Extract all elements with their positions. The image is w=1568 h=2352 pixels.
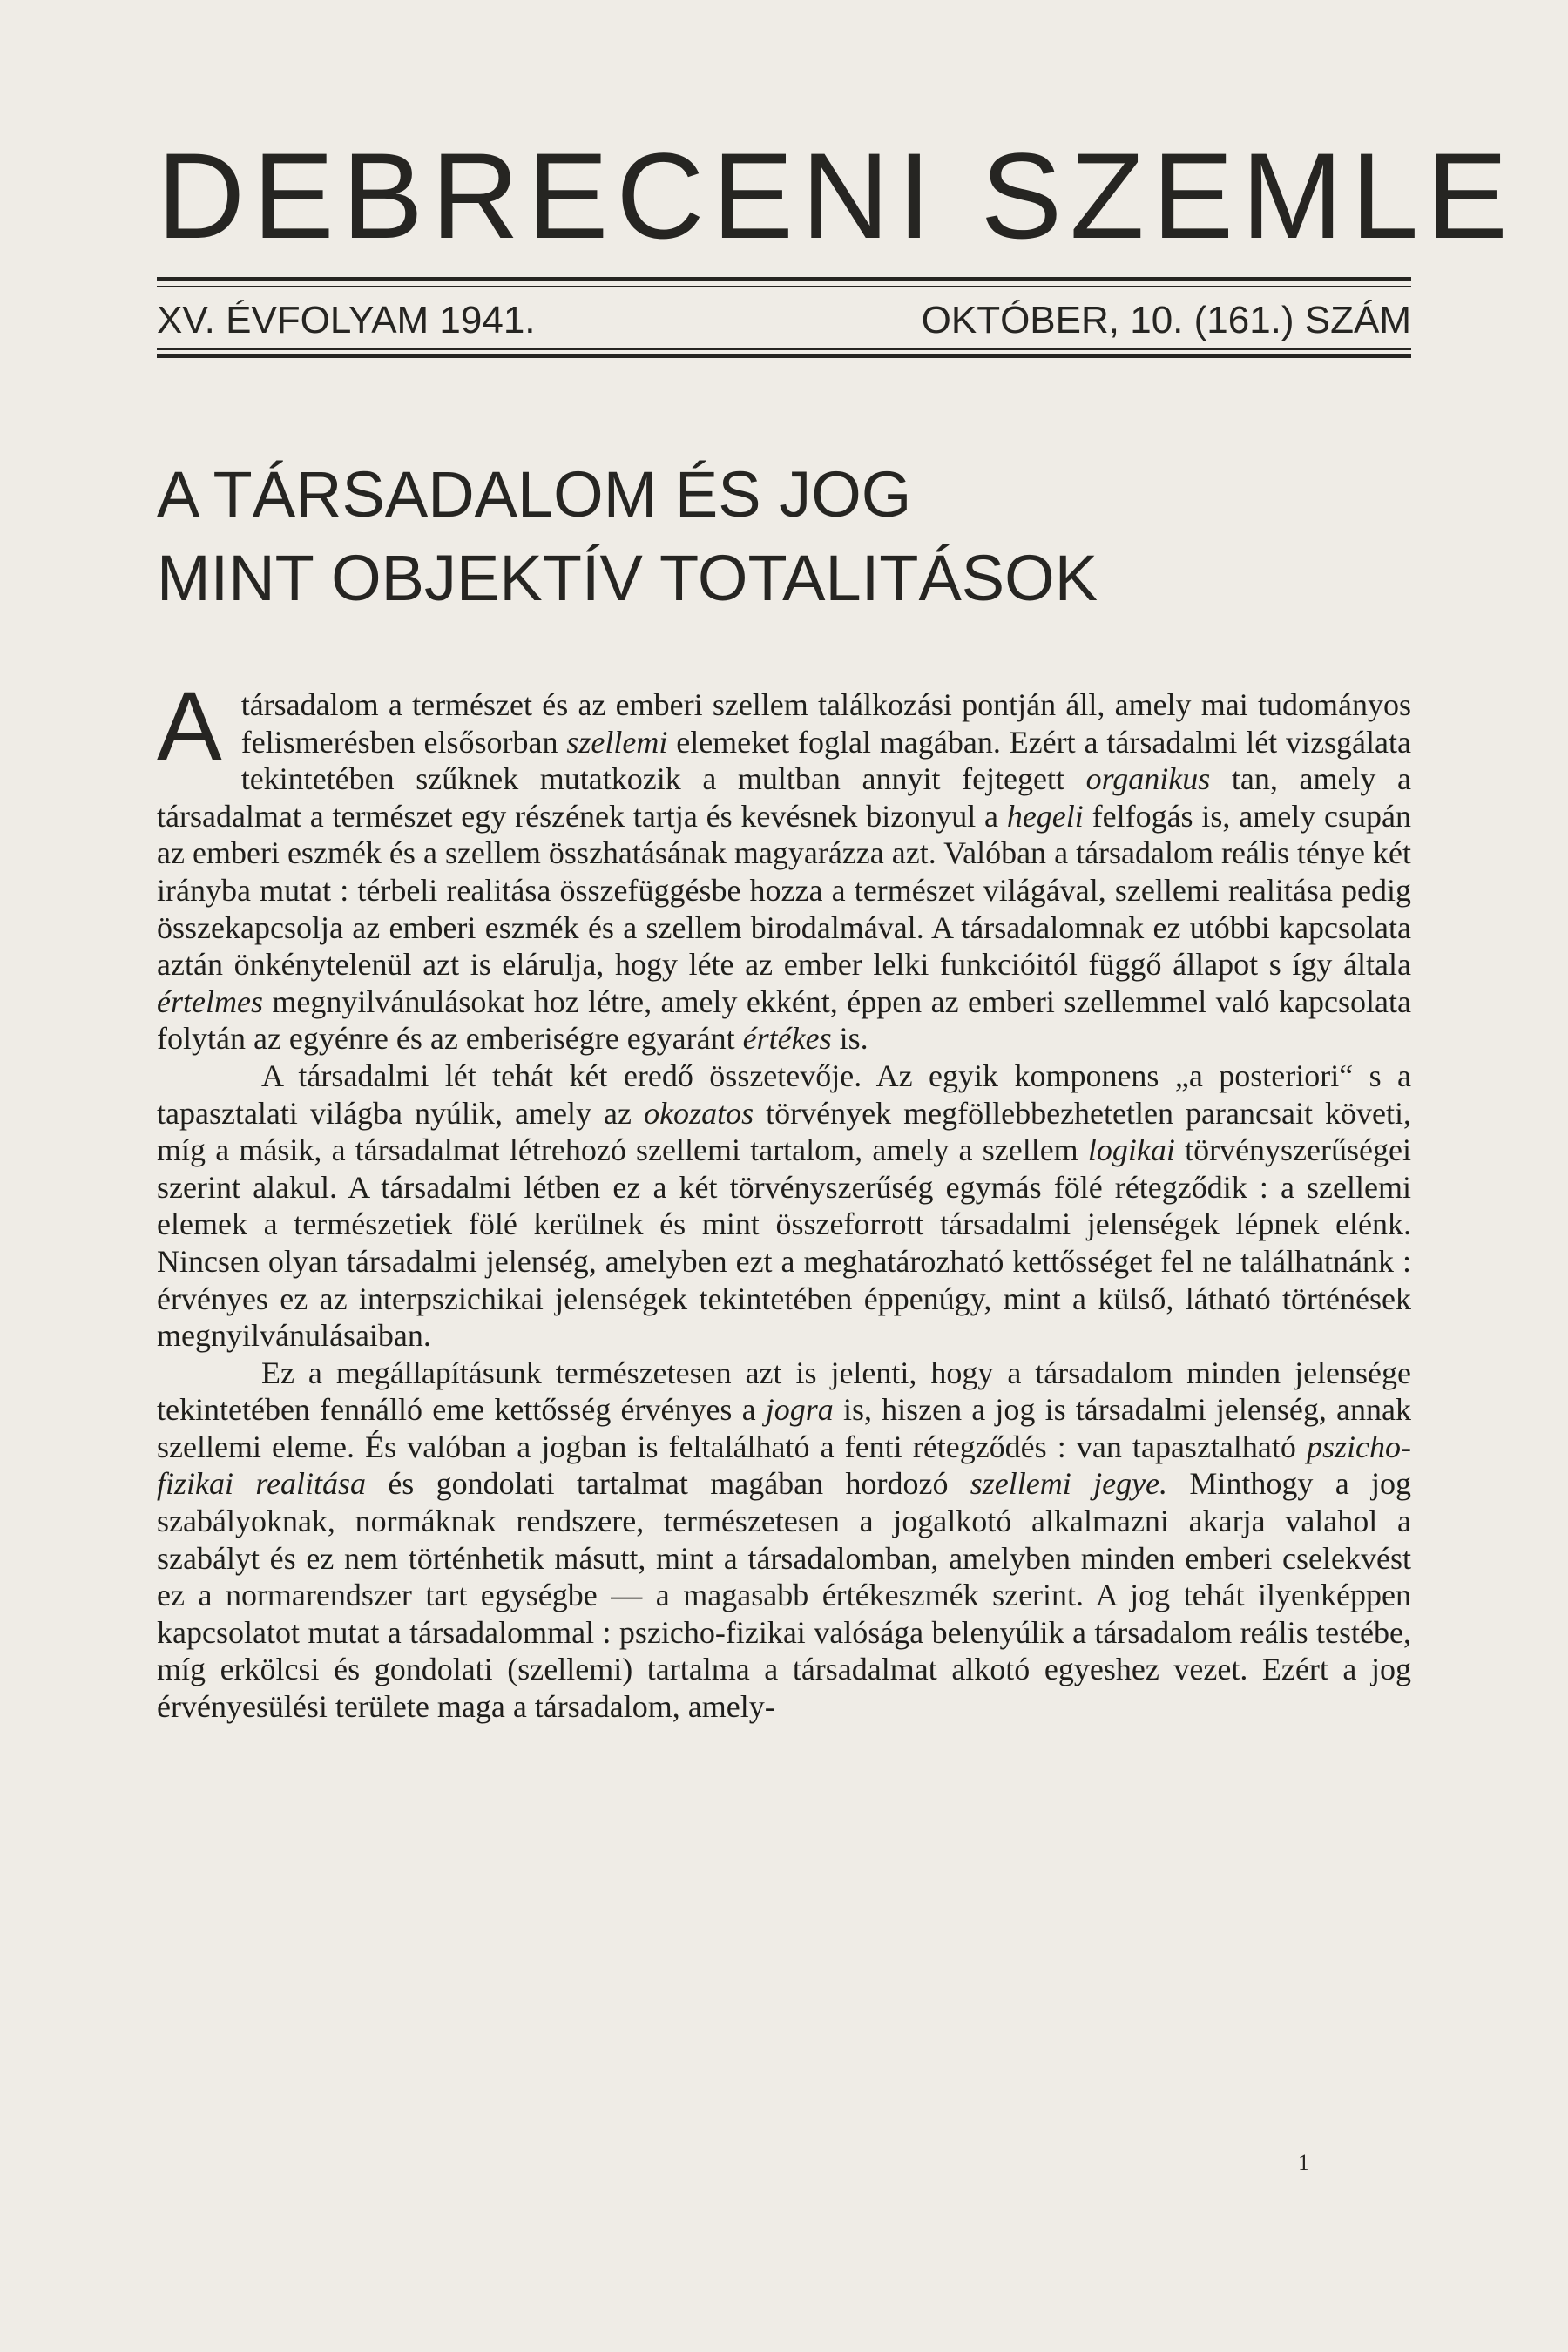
issue-number: OKTÓBER, 10. (161.) SZÁM (921, 299, 1411, 341)
masthead-rule-bottom-thick (157, 354, 1411, 358)
drop-cap: A (157, 672, 222, 781)
article-title-line-2: MINT OBJEKTÍV TOTALITÁSOK (157, 542, 1098, 614)
journal-masthead: DEBRECENI SZEMLE (157, 127, 1516, 264)
masthead-rule-bottom-thin (157, 348, 1411, 350)
volume-year: XV. ÉVFOLYAM 1941. (157, 299, 536, 341)
paragraph-3: Ez a megállapításunk természetesen azt is jelenti, hogy a társadalom minden jelensége tekintetében fennálló eme kettősség érvényes a jogra is, hiszen a jog is társadalmi jelenség, annak szellemi eleme. És valóban a jogban is feltalálható a fenti rétegződés : van tapasztalható pszicho-fizikai realitása és gondolati tartalmat magában hordozó szellemi jegye. Minthogy a jog szabályoknak, normáknak rendszere, természetesen a jogalkotó alkalmazni akarja valahol a szabályt és ez nem történhetik másutt, mint a társadalomban, amelyben minden emberi cselekvést ez a normarendszer tart egységbe — a magasabb értékeszmék szerint. A jog tehát ilyenképpen kapcsolatot mutat a társadalommal : pszicho-fizikai valósága belenyúlik a társadalom reális testébe, míg erkölcsi és gondolati (szellemi) tartalma a társadalmat alkotó egyeshez vezet. Ezért a jog érvényesülési területe maga a társadalom, amely- (157, 1355, 1412, 1725)
article-title-line-1: A TÁRSADALOM ÉS JOG (157, 458, 912, 531)
page-number: 1 (1298, 2150, 1309, 2175)
article-body (157, 672, 1412, 1726)
article-title (157, 453, 1411, 620)
masthead-rule-top-thick (157, 277, 1411, 281)
paragraph-1: A társadalom a természet és az emberi szellem találkozási pontján áll, amely mai tudományos felismerésben elsősorban szellemi elemeket foglal magában. Ezért a társadalmi lét vizsgálata tekintetében szűknek mutatkozik a multban annyit fejtegett organikus tan, amely a társadalmat a természet egy részének tartja és kevésnek bizonyul a hegeli felfogás is, amely csupán az emberi eszmék és a szellem összhatásának magyarázza azt. Valóban a társadalom reális ténye két irányba mutat : térbeli realitása összefüggésbe hozza a természet világával, szellemi realitása pedig összekapcsolja az emberi eszmék és a szellem birodalmával. A társadalomnak ez utóbbi kapcsolata aztán önkénytelenül azt is elárulja, hogy léte az ember lelki funkcióitól függő állapot s így általa értelmes megnyilvánulásokat hoz létre, amely ekként, éppen az emberi szellemmel való kapcsolata folytán az egyénre és az emberiségre egyaránt értékes is. (157, 672, 1412, 1057)
masthead-rule-top-thin (157, 286, 1411, 287)
paragraph-2: A társadalmi lét tehát két eredő összetevője. Az egyik komponens „a posteriori“ s a tapasztalati világba nyúlik, amely az okozatos törvények megföllebbezhetetlen parancsait követi, míg a másik, a társadalmat létrehozó szellemi tartalom, amely a szellem logikai törvényszerűségei szerint alakul. A társadalmi létben ez a két törvényszerűség egymás fölé rétegződik : a szellemi elemek a természetiek fölé kerülnek és mint összeforrott társadalmi jelenségek lépnek elénk. Nincsen olyan társadalmi jelenség, amelyben ezt a meghatározható kettősséget fel ne találhatnánk : érvényes ez az interpszichikai jelenségek tekintetében éppenúgy, mint a külső, látható történések megnyilvánulásaiban. (157, 1058, 1411, 1354)
